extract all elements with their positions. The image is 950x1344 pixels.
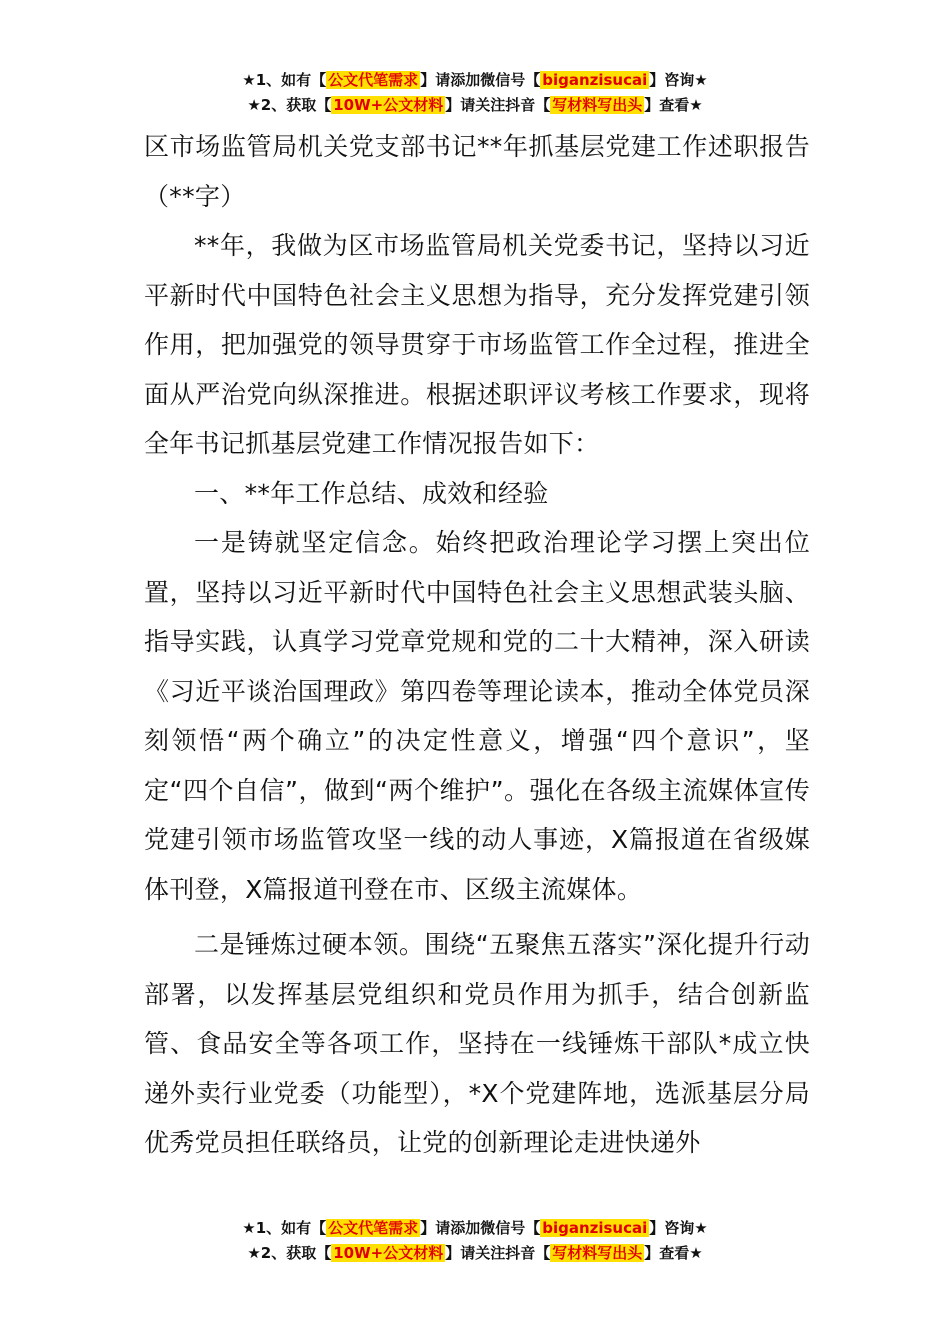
promo-highlight-wechat: biganzisucai xyxy=(542,1219,648,1237)
document-title: 区市场监管局机关党支部书记**年抓基层党建工作述职报告（**字） xyxy=(144,132,810,211)
promo-text: 】查看★ xyxy=(644,1244,703,1262)
promo-text: 】请添加微信号【 xyxy=(420,71,541,89)
promo-text: 】请关注抖音【 xyxy=(445,1244,551,1262)
document-body xyxy=(144,122,810,1168)
promo-text: ★2、获取【 xyxy=(247,1244,332,1262)
promo-highlight-douyin: 写材料写出头 xyxy=(552,96,643,114)
promo-highlight-douyin: 写材料写出头 xyxy=(552,1244,643,1262)
promo-line-2 xyxy=(0,1241,950,1266)
promo-text: ★2、获取【 xyxy=(247,96,332,114)
intro-paragraph: **年，我做为区市场监管局机关党委书记，坚持以习近平新时代中国特色社会主义思想为指导，充分发挥党建引领作用，把加强党的领导贯穿于市场监管工作全过程，推进全面从严治党向纵深推进。根据述职评议考核工作要求，现将全年书记抓基层党建工作情况报告如下： xyxy=(144,231,810,458)
promo-line-1 xyxy=(0,68,950,93)
promo-highlight: 10W+公文材料 xyxy=(333,96,444,114)
promo-banner-bottom xyxy=(0,1216,950,1266)
promo-banner-top xyxy=(0,68,950,118)
promo-highlight: 公文代笔需求 xyxy=(328,1219,419,1237)
promo-highlight: 公文代笔需求 xyxy=(328,71,419,89)
promo-text: 】咨询★ xyxy=(649,71,708,89)
promo-line-1 xyxy=(0,1216,950,1241)
promo-text: 】查看★ xyxy=(644,96,703,114)
promo-highlight: 10W+公文材料 xyxy=(333,1244,444,1262)
body-paragraph: 二是锤炼过硬本领。围绕“五聚焦五落实”深化提升行动部署，以发挥基层党组织和党员作用为抓手，结合创新监管、食品安全等各项工作，坚持在一线锤炼干部队*成立快递外卖行业党委（功能型），*X个党建阵地，选派基层分局优秀党员担任联络员，让党的创新理论走进快递外 xyxy=(144,930,810,1157)
promo-text: 】请添加微信号【 xyxy=(420,1219,541,1237)
section-heading: 一、**年工作总结、成效和经验 xyxy=(194,478,549,508)
body-paragraph: 一是铸就坚定信念。始终把政治理论学习摆上突出位置，坚持以习近平新时代中国特色社会主义思想武装头脑、指导实践，认真学习党章党规和党的二十大精神，深入研读《习近平谈治国理政》第四卷等理论读本，推动全体党员深刻领悟“两个确立”的决定性意义，增强“四个意识”，坚定“四个自信”，做到“两个维护”。强化在各级主流媒体宣传党建引领市场监管攻坚一线的动人事迹，X篇报道在省级媒体刊登，X篇报道刊登在市、区级主流媒体。 xyxy=(144,528,810,904)
promo-text: 】请关注抖音【 xyxy=(445,96,551,114)
promo-text: ★1、如有【 xyxy=(242,71,327,89)
promo-line-2 xyxy=(0,93,950,118)
promo-text: 】咨询★ xyxy=(649,1219,708,1237)
promo-text: ★1、如有【 xyxy=(242,1219,327,1237)
promo-highlight-wechat: biganzisucai xyxy=(542,71,648,89)
